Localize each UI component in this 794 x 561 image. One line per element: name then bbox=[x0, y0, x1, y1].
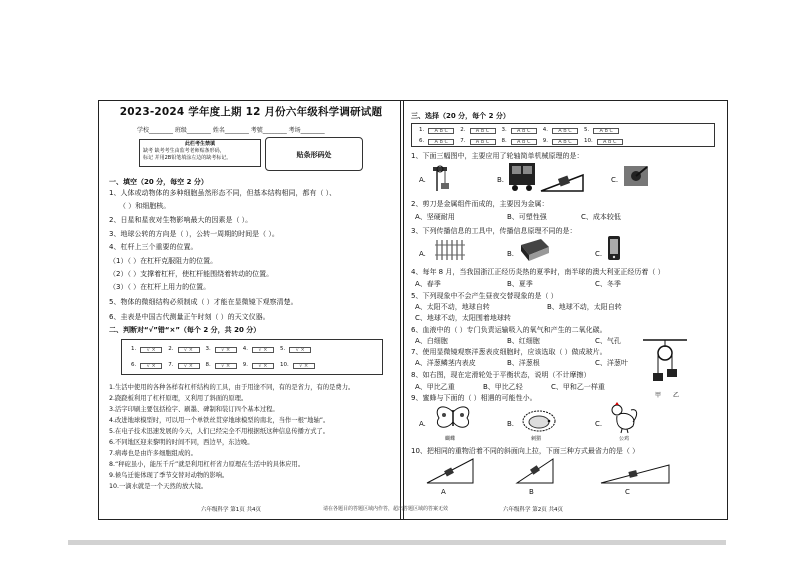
c6-opt-b: B、红细胞 bbox=[507, 337, 540, 345]
mc-box-2[interactable]: A B C bbox=[470, 128, 496, 134]
fill-q4-3: （3）（ ）在杠杆上用力的位置。 bbox=[109, 283, 211, 291]
choice-q1: 1、下面三幅图中，主要应用了轮轴简单机械原理的是： bbox=[411, 152, 584, 160]
tf-num-3: 3. bbox=[205, 346, 211, 352]
right-page-footer: 六年级科学 第2页 共4页 bbox=[503, 507, 563, 513]
fill-q4-1: （1）（ ）在杠杆克服阻力的位置。 bbox=[109, 257, 218, 265]
c7-opt-c: C、洋葱叶 bbox=[595, 359, 628, 367]
tf-num-4: 4. bbox=[242, 346, 248, 352]
mc-box-7[interactable]: A B C bbox=[470, 139, 496, 145]
tf-s1: 1.生活中使用的各种各样有杠杆结构的工具，由于用途不同，有的是省力，有的是费力。 bbox=[109, 384, 355, 391]
butterfly-icon bbox=[433, 404, 473, 434]
c4-opt-c: C、冬季 bbox=[595, 280, 621, 288]
choice-q8: 8、如右图，现在定滑轮处于平衡状态，说明（不计摩擦） bbox=[411, 371, 591, 379]
c7-opt-a: A、洋葱鳞茎内表皮 bbox=[415, 359, 476, 367]
incline-b-diagram bbox=[515, 457, 555, 485]
mc-num-6: 6. bbox=[419, 138, 425, 144]
absence-notice-box bbox=[139, 139, 261, 167]
tf-num-2: 2. bbox=[168, 346, 174, 352]
c4-opt-b: B、夏季 bbox=[507, 280, 533, 288]
exam-title: 2023-2024 学年度上期 12 月份六年级科学调研试题 bbox=[119, 106, 383, 118]
left-page-footer: 六年级科学 第1页 共4页 bbox=[201, 507, 261, 513]
c2-opt-b: B、可塑性强 bbox=[507, 213, 547, 221]
tf-num-9: 9. bbox=[242, 362, 248, 368]
mc-num-5: 5. bbox=[584, 127, 590, 133]
c8-opt-a: A、甲比乙重 bbox=[415, 383, 455, 391]
bamboo-scroll-icon bbox=[433, 238, 467, 262]
tf-s4: 4.改进地球模型时，可以用一个单铁丝贯穿地球模型的南北，当作一根“地轴”。 bbox=[109, 417, 330, 424]
doorknob-icon bbox=[621, 163, 651, 189]
mc-box-4[interactable]: A B C bbox=[552, 128, 578, 134]
tf-s7: 7.病毒也是由许多细胞组成的。 bbox=[109, 450, 197, 457]
right-column bbox=[411, 101, 723, 519]
choice-q7: 7、使用显微镜观察洋葱表皮细胞时，应该选取（ ）做成玻片。 bbox=[411, 348, 607, 356]
exam-sheet bbox=[98, 100, 728, 520]
mc-num-1: 1. bbox=[419, 127, 425, 133]
mc-box-3[interactable]: A B C bbox=[511, 128, 537, 134]
c2-opt-a: A、坚硬耐用 bbox=[415, 213, 455, 221]
bottom-scroll-strip bbox=[68, 540, 726, 545]
tf-s5: 5.在电子技术迅速发展的今天，人们已经完全不用根据纸这种信息传播方式了。 bbox=[109, 428, 330, 435]
c4-opt-a: A、春季 bbox=[415, 280, 441, 288]
section-fill-in: 一、填空（20 分，每空 2 分） bbox=[109, 178, 208, 186]
column-divider bbox=[400, 101, 404, 519]
tf-num-1: 1. bbox=[131, 346, 137, 352]
hedgehog-caption: 刺猬 bbox=[531, 436, 542, 442]
pulley-diagram bbox=[639, 337, 691, 393]
crane-icon bbox=[429, 163, 455, 193]
barcode-area: 贴条形码处 bbox=[265, 137, 363, 171]
mc-box-1[interactable]: A B C bbox=[428, 128, 454, 134]
mc-num-8: 8. bbox=[501, 138, 507, 144]
c8-opt-b: B、甲比乙轻 bbox=[483, 383, 523, 391]
tf-s10: 10.一滴水就是一个天然的放大镜。 bbox=[109, 483, 208, 490]
c1-opt-c: C. bbox=[611, 176, 619, 184]
smartphone-icon bbox=[607, 235, 621, 261]
incline-c-diagram bbox=[599, 457, 671, 485]
book-icon bbox=[519, 237, 551, 263]
c10-opt-a: A bbox=[441, 488, 446, 496]
c1-opt-b: B. bbox=[497, 176, 505, 184]
fill-q2: 2、日星和星夜对生物影响最大的因素是（ ）。 bbox=[109, 216, 253, 224]
choice-q2: 2、剪刀是金属组件而成的，主要因为金属： bbox=[411, 200, 549, 208]
c3-opt-a: A. bbox=[419, 250, 426, 258]
tf-row-2 bbox=[129, 360, 315, 372]
choice-q5: 5、下列现象中不会产生昼夜交替现象的是（ ） bbox=[411, 292, 558, 300]
ramp-cart-icon bbox=[507, 161, 587, 193]
mc-box-10[interactable]: A B C bbox=[597, 139, 623, 145]
student-info-line: 学校________ 班级________ 姓名________ 考號________ 考场________ bbox=[137, 127, 325, 134]
mc-row-2 bbox=[417, 136, 623, 148]
fill-q4: 4、杠杆上三个重要的位置。 bbox=[109, 243, 198, 251]
choice-q4: 4、每年 8 月，当我国浙江正经历炎热的夏季时，南半球的澳大利亚正经历着（ ） bbox=[411, 268, 665, 276]
c5-opt-a: A、太阳不动，地球自转 bbox=[415, 303, 490, 311]
fill-q6: 6、圭表是中国古代测量正午时刻（ ）的天文仪器。 bbox=[109, 313, 270, 321]
c9-opt-b: B. bbox=[507, 420, 515, 428]
fill-q3: 3、地球公转的方向是（ ），公转一周期的时间是（ ）。 bbox=[109, 230, 279, 238]
left-column bbox=[109, 101, 393, 519]
fill-q4-2: （2）（ ）支撑着杠杆，使杠杆能围绕着转动的位置。 bbox=[109, 270, 274, 278]
c1-opt-a: A. bbox=[419, 176, 426, 184]
butterfly-caption: 蝴蝶 bbox=[445, 436, 456, 442]
mc-box-6[interactable]: A B C bbox=[428, 139, 454, 145]
incline-a-diagram bbox=[425, 457, 475, 485]
answer-area-note: 请在各题目的答题区域内作答，超出答题区域的答案无效 bbox=[323, 506, 449, 512]
notice-title: 此栏考生禁填 bbox=[184, 141, 215, 147]
c5-opt-b: B、地球不动，太阳自转 bbox=[547, 303, 622, 311]
choice-q3: 3、下列传播信息的工具中，传播信息原理不同的是： bbox=[411, 227, 577, 235]
tf-num-6: 6. bbox=[131, 362, 137, 368]
mc-num-7: 7. bbox=[460, 138, 466, 144]
c9-opt-c: C. bbox=[595, 420, 603, 428]
fill-q5: 5、物体的微细结构必须制成（ ）才能在显微镜下观察清楚。 bbox=[109, 298, 298, 306]
tf-num-8: 8. bbox=[205, 362, 211, 368]
c10-opt-c: C bbox=[625, 488, 630, 496]
tf-s9: 9.候鸟迁徙体现了季节交替对动物的影响。 bbox=[109, 472, 229, 479]
c3-opt-b: B. bbox=[507, 250, 515, 258]
tf-box-8[interactable]: √ × bbox=[215, 363, 237, 369]
c9-opt-a: A. bbox=[419, 420, 426, 428]
section-true-false: 二、判断对“√”错“×”（每个 2 分，共 20 分） bbox=[109, 326, 261, 334]
mc-box-5[interactable]: A B C bbox=[593, 128, 619, 134]
mc-box-8[interactable]: A B C bbox=[511, 139, 537, 145]
tf-s6: 6.不同地区迎来黎明的时间不同，西边早，东边晚。 bbox=[109, 439, 254, 446]
c5-opt-c: C、地球不动，太阳围着地球转 bbox=[415, 314, 511, 322]
fill-q1b: （ ）和细胞核。 bbox=[119, 202, 171, 210]
c6-opt-c: C、气孔 bbox=[595, 337, 621, 345]
mc-num-3: 3. bbox=[501, 127, 507, 133]
pulley-label-jia: 甲 bbox=[655, 392, 662, 399]
tf-box-2[interactable]: √ × bbox=[178, 347, 200, 353]
notice-line-2: 标记 并用2B铅笔填涂左边的缺考标记。 bbox=[143, 155, 232, 161]
mc-box-9[interactable]: A B C bbox=[552, 139, 578, 145]
section-choice: 三、选择（20 分，每个 2 分） bbox=[411, 112, 510, 120]
rooster-caption: 公鸡 bbox=[619, 436, 630, 442]
mc-num-2: 2. bbox=[460, 127, 466, 133]
tf-box-5[interactable]: √ × bbox=[289, 347, 311, 353]
rooster-icon bbox=[607, 402, 641, 434]
tf-box-3[interactable]: √ × bbox=[215, 347, 237, 353]
mc-num-4: 4. bbox=[542, 127, 548, 133]
c6-opt-a: A、白细胞 bbox=[415, 337, 448, 345]
tf-box-6[interactable]: √ × bbox=[140, 363, 162, 369]
mc-num-9: 9. bbox=[542, 138, 548, 144]
tf-box-4[interactable]: √ × bbox=[252, 347, 274, 353]
tf-num-5: 5. bbox=[280, 346, 286, 352]
c7-opt-b: B、洋葱根 bbox=[507, 359, 540, 367]
choice-q6: 6、血液中的（ ）专门负责运输吸入的氧气和产生的二氧化碳。 bbox=[411, 326, 607, 334]
tf-s3: 3.活字印刷主要包括检字、刷墨、碑制和装订四个基本过程。 bbox=[109, 406, 279, 413]
tf-s8: 8.“秤砣虽小，能压千斤”就是利用杠杆省力原理在生活中的具体应用。 bbox=[109, 461, 305, 468]
c10-opt-b: B bbox=[529, 488, 534, 496]
tf-row-1 bbox=[129, 344, 311, 356]
pulley-label-yi: 乙 bbox=[673, 392, 680, 399]
choice-q10: 10、把相同的重物沿着不同的斜面向上拉，下面三种方式最省力的是（ ） bbox=[411, 447, 640, 455]
tf-s2: 2.跷跷板利用了杠杆原理，又利用了斜面的原理。 bbox=[109, 395, 248, 402]
tf-box-9[interactable]: √ × bbox=[252, 363, 274, 369]
tf-box-10[interactable]: √ × bbox=[293, 363, 315, 369]
fill-q1a: 1、人体或动物体的多种细胞虽然形态不同，但基本结构相同，都有（ ）、 bbox=[109, 189, 337, 197]
hedgehog-icon bbox=[519, 405, 559, 433]
c8-opt-c: C、甲和乙一样重 bbox=[551, 383, 605, 391]
c3-opt-c: C. bbox=[595, 250, 603, 258]
mc-num-10: 10. bbox=[584, 138, 593, 144]
tf-box-1[interactable]: √ × bbox=[140, 347, 162, 353]
tf-num-10: 10. bbox=[280, 362, 289, 368]
tf-box-7[interactable]: √ × bbox=[178, 363, 200, 369]
notice-line-1: 缺考 缺考考生由监考老师贴条形码， bbox=[143, 148, 225, 154]
mc-row-1 bbox=[417, 125, 619, 137]
tf-num-7: 7. bbox=[168, 362, 174, 368]
c2-opt-c: C、成本较低 bbox=[581, 213, 621, 221]
choice-q9: 9、蜜蜂与下面的（ ）相遇的可能性小。 bbox=[411, 394, 537, 402]
